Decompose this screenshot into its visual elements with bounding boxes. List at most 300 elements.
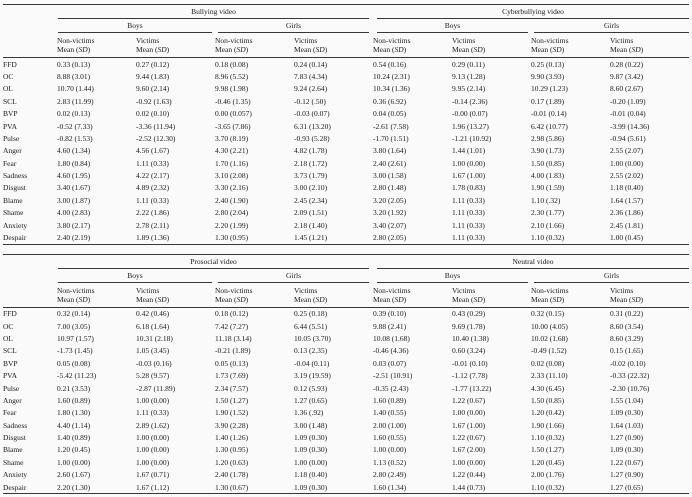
value-cell: -1.70 (1.51) [373, 133, 409, 143]
mean-label: Mean [452, 294, 470, 304]
value-cell: 2.80 (2.04) [215, 208, 249, 218]
value-cell: -0.12 (.50) [294, 96, 326, 106]
value-cell: 2.89 (1.62) [136, 420, 170, 430]
stub-cell [3, 33, 57, 58]
value-cell: 2.40 (2.61) [373, 158, 407, 168]
value-cell: -0.00 (0.07) [452, 109, 488, 119]
column-header [373, 33, 452, 58]
sd-label: SD [631, 294, 641, 304]
value-cell: 3.80 (1.64) [373, 146, 407, 156]
value-cell: -5.42 (11.23) [57, 371, 97, 381]
gender-group-title: Boys [377, 271, 528, 283]
row-label: SCL [3, 346, 17, 356]
value-cell: 10.02 (1.68) [531, 334, 568, 344]
column-header [452, 33, 531, 58]
column-header-row [3, 283, 689, 308]
table-row [3, 70, 689, 82]
video-group-title: Cyberbullying video [377, 7, 689, 19]
victim-status-label: Victims [294, 285, 318, 295]
value-cell: 9.13 (1.28) [452, 72, 486, 82]
value-cell: 6.44 (5.51) [294, 321, 328, 331]
table-row [3, 58, 689, 71]
table-row [3, 231, 689, 244]
value-cell: 0.25 (0.18) [294, 309, 328, 319]
value-cell: 4.00 (2.83) [57, 208, 91, 218]
value-cell: 0.33 (0.13) [57, 59, 91, 69]
value-cell: -0.49 (1.52) [531, 346, 567, 356]
video-group-title: Prosocial video [58, 257, 369, 269]
table-row [3, 382, 689, 394]
value-cell: 6.18 (1.64) [136, 321, 170, 331]
table-row [3, 370, 689, 382]
value-cell: 4.40 (1.14) [57, 420, 91, 430]
table-row [3, 207, 689, 219]
stub-cell [3, 19, 57, 33]
value-cell: 1.40 (0.55) [373, 408, 407, 418]
mean-sd-label: Mean (SD) [57, 45, 91, 54]
value-cell: 8.96 (5.52) [215, 72, 249, 82]
value-cell: 1.00 (0.00) [136, 445, 170, 455]
value-cell: 0.18 (0.12) [215, 309, 249, 319]
value-cell: 1.11 (0.33) [452, 232, 485, 242]
sd-label: SD [315, 294, 325, 304]
gender-group-header [215, 19, 373, 33]
value-cell: -2.51 (10.91) [373, 371, 413, 381]
video-group-header [57, 254, 373, 269]
table-row [3, 182, 689, 194]
value-cell: -0.03 (0.16) [136, 358, 172, 368]
value-cell: 2.55 (2.02) [610, 171, 644, 181]
sd-label: SD [78, 45, 88, 54]
value-cell: 7.42 (7.27) [215, 321, 249, 331]
value-cell: 1.40 (0.89) [57, 433, 91, 443]
mean-sd-label: Mean (SD) [610, 45, 644, 54]
value-cell: 1.27 (0.90) [610, 433, 644, 443]
column-header [294, 283, 373, 308]
victim-status-label: Victims [610, 36, 634, 45]
victim-status-label: Non-victims [215, 36, 253, 45]
sd-label: SD [236, 294, 246, 304]
mean-label: Mean [294, 294, 312, 304]
row-label: SCL [3, 96, 17, 106]
value-cell: -0.93 (5.28) [294, 133, 330, 143]
value-cell: 1.09 (0.30) [610, 408, 644, 418]
value-cell: -2.87 (11.89) [136, 383, 176, 393]
value-cell: 2.55 (2.07) [610, 146, 644, 156]
value-cell: 9.87 (3.42) [610, 72, 644, 82]
value-cell: 8.60 (3.29) [610, 334, 644, 344]
victim-status-label: Victims [136, 285, 160, 295]
column-header [136, 33, 215, 58]
mean-sd-label: Mean (SD) [452, 45, 486, 54]
value-cell: 10.29 (1.23) [531, 84, 568, 94]
value-cell: 9.44 (1.83) [136, 72, 170, 82]
table-row [3, 431, 689, 443]
value-cell: 4.82 (1.78) [294, 146, 328, 156]
table-row [3, 444, 689, 456]
value-cell: 0.15 (1.65) [610, 346, 644, 356]
mean-sd-label: Mean (SD) [294, 294, 328, 304]
value-cell: 0.36 (6.92) [373, 96, 407, 106]
value-cell: 1.11 (0.33) [136, 195, 169, 205]
value-cell: 2.80 (2.49) [373, 470, 407, 480]
value-cell: 0.05 (0.13) [215, 358, 249, 368]
mean-label: Mean [215, 294, 233, 304]
value-cell: 0.39 (0.10) [373, 309, 407, 319]
value-cell: 1.09 (0.30) [294, 433, 328, 443]
value-cell: 3.80 (2.17) [57, 220, 91, 230]
value-cell: 1.50 (1.27) [215, 395, 249, 405]
value-cell: 0.03 (0.07) [373, 358, 407, 368]
value-cell: 1.00 (0.00) [136, 433, 170, 443]
video-group-title: Neutral video [377, 257, 689, 269]
value-cell: 1.00 (0.00) [136, 395, 170, 405]
value-cell: 0.60 (3.24) [452, 346, 486, 356]
table-row [3, 407, 689, 419]
value-cell: -0.03 (0.07) [294, 109, 330, 119]
value-cell: -1.21 (10.92) [452, 133, 492, 143]
mean-label: Mean [136, 294, 154, 304]
value-cell: 1.90 (1.59) [531, 183, 565, 193]
mean-label: Mean [610, 294, 628, 304]
table-row [3, 219, 689, 231]
value-cell: 0.29 (0.11) [452, 59, 485, 69]
gender-row [3, 19, 689, 33]
column-header [57, 283, 136, 308]
value-cell: 1.10 (.32) [531, 195, 561, 205]
value-cell: 1.09 (0.30) [610, 445, 644, 455]
value-cell: -2.52 (12.30) [136, 133, 176, 143]
value-cell: 2.98 (5.86) [531, 133, 565, 143]
mean-sd-label: Mean (SD) [531, 45, 565, 54]
value-cell: 10.08 (1.68) [373, 334, 410, 344]
value-cell: 1.64 (1.57) [610, 195, 644, 205]
value-cell: -0.35 (2.43) [373, 383, 409, 393]
value-cell: 0.02 (0.10) [136, 109, 170, 119]
value-cell: -0.82 (1.53) [57, 133, 93, 143]
column-header [452, 283, 531, 308]
value-cell: 1.18 (0.40) [294, 470, 328, 480]
value-cell: 8.88 (3.01) [57, 72, 91, 82]
value-cell: 1.45 (1.21) [294, 232, 328, 242]
value-cell: 10.97 (1.57) [57, 334, 94, 344]
value-cell: 1.09 (0.30) [294, 445, 328, 455]
value-cell: -3.99 (14.36) [610, 121, 650, 131]
victim-status-label: Non-victims [215, 285, 253, 295]
value-cell: 1.80 (0.84) [57, 158, 91, 168]
value-cell: 1.67 (1.00) [452, 420, 486, 430]
value-cell: 5.28 (9.57) [136, 371, 170, 381]
value-cell: 1.64 (1.03) [610, 420, 644, 430]
table-row [3, 332, 689, 344]
descriptives-table-prosocial-neutral [3, 254, 689, 495]
value-cell: 3.00 (1.48) [294, 420, 328, 430]
value-cell: 1.78 (0.83) [452, 183, 486, 193]
row-label: BVP [3, 109, 18, 119]
row-label: Pulse [3, 133, 20, 143]
value-cell: 1.50 (0.85) [531, 158, 565, 168]
table-row [3, 469, 689, 481]
value-cell: 1.09 (0.30) [294, 482, 328, 492]
value-cell: -2.61 (7.58) [373, 121, 409, 131]
table-row [3, 83, 689, 95]
value-cell: 1.27 (0.65) [610, 482, 644, 492]
value-cell: -0.01 (0.10) [452, 358, 488, 368]
value-cell: 1.00 (0.00) [136, 457, 170, 467]
column-header [610, 33, 689, 58]
value-cell: 3.00 (1.58) [373, 171, 407, 181]
table-row [3, 320, 689, 332]
value-cell: 0.02 (0.13) [57, 109, 91, 119]
value-cell: -0.01 (0.04) [610, 109, 646, 119]
value-cell: 1.11 (0.33) [136, 158, 169, 168]
table-row [3, 419, 689, 431]
value-cell: 10.34 (1.36) [373, 84, 410, 94]
value-cell: 4.22 (2.17) [136, 171, 170, 181]
column-header [373, 283, 452, 308]
value-cell: 1.60 (1.34) [373, 482, 407, 492]
value-cell: 9.95 (2.14) [452, 84, 486, 94]
value-cell: 1.00 (0.45) [610, 232, 644, 242]
table-row [3, 95, 689, 107]
value-cell: 2.40 (2.19) [57, 232, 91, 242]
victim-status-label: Non-victims [531, 36, 569, 45]
row-label: Pulse [3, 383, 20, 393]
value-cell: 3.00 (1.87) [57, 195, 91, 205]
row-label: Shame [3, 208, 24, 218]
value-cell: 11.18 (3.14) [215, 334, 252, 344]
row-label: OL [3, 84, 13, 94]
value-cell: 0.25 (0.13) [531, 59, 565, 69]
value-cell: 1.30 (0.67) [215, 482, 249, 492]
table-row [3, 357, 689, 369]
value-cell: 0.13 (2.35) [294, 346, 328, 356]
value-cell: 0.00 (0.057) [215, 109, 252, 119]
value-cell: 3.30 (2.16) [215, 183, 249, 193]
value-cell: 2.00 (1.00) [373, 420, 407, 430]
value-cell: 1.60 (0.89) [373, 395, 407, 405]
value-cell: 1.20 (0.45) [57, 445, 91, 455]
column-header-row [3, 33, 689, 58]
value-cell: 1.67 (1.00) [452, 171, 486, 181]
row-label: PVA [3, 121, 18, 131]
row-label: Sadness [3, 171, 28, 181]
value-cell: 2.80 (1.48) [373, 183, 407, 193]
value-cell: 0.21 (3.53) [57, 383, 91, 393]
gender-group-header [373, 19, 531, 33]
value-cell: -0.52 (7.33) [57, 121, 93, 131]
value-cell: 7.83 (4.34) [294, 72, 328, 82]
value-cell: -3.65 (7.86) [215, 121, 251, 131]
column-header [215, 283, 294, 308]
value-cell: 1.90 (1.52) [215, 408, 249, 418]
value-cell: 8.60 (2.67) [610, 84, 644, 94]
mean-sd-label: Mean (SD) [373, 294, 407, 304]
value-cell: 1.11 (0.33) [452, 195, 485, 205]
value-cell: 4.89 (2.32) [136, 183, 170, 193]
table-row [3, 108, 689, 120]
value-cell: 0.05 (0.08) [57, 358, 91, 368]
value-cell: 9.69 (1.78) [452, 321, 486, 331]
gender-group-header [531, 19, 689, 33]
value-cell: 1.67 (2.00) [452, 445, 486, 455]
video-title-row [3, 254, 689, 269]
row-label: Shame [3, 457, 24, 467]
value-cell: 2.18 (1.72) [294, 158, 328, 168]
value-cell: 2.22 (1.86) [136, 208, 170, 218]
value-cell: 2.40 (1.78) [215, 470, 249, 480]
table-row [3, 169, 689, 181]
mean-label: Mean [294, 45, 312, 54]
table-row [3, 394, 689, 406]
row-label: Sadness [3, 420, 28, 430]
value-cell: -1.77 (13.22) [452, 383, 492, 393]
value-cell: 1.22 (0.67) [610, 457, 644, 467]
value-cell: 1.22 (0.67) [452, 433, 486, 443]
value-cell: 0.28 (0.22) [610, 59, 644, 69]
mean-label: Mean [373, 294, 391, 304]
value-cell: 3.73 (1.79) [294, 171, 328, 181]
mean-sd-label: Mean (SD) [531, 294, 565, 304]
mean-label: Mean [531, 45, 549, 54]
value-cell: 1.22 (0.44) [452, 470, 486, 480]
value-cell: 2.78 (2.11) [136, 220, 169, 230]
value-cell: 1.96 (13.27) [452, 121, 489, 131]
value-cell: 1.20 (0.42) [531, 408, 565, 418]
value-cell: 1.11 (0.33) [452, 208, 485, 218]
value-cell: 0.42 (0.46) [136, 309, 170, 319]
gender-group-header [215, 269, 373, 283]
gender-group-header [57, 269, 215, 283]
value-cell: 7.00 (3.05) [57, 321, 91, 331]
value-cell: 6.42 (10.77) [531, 121, 568, 131]
value-cell: 10.05 (3.70) [294, 334, 331, 344]
value-cell: 10.31 (2.18) [136, 334, 173, 344]
sd-label: SD [236, 45, 246, 54]
value-cell: 1.00 (0.00) [373, 445, 407, 455]
row-label: OL [3, 334, 13, 344]
value-cell: 3.90 (1.73) [531, 146, 565, 156]
value-cell: 10.00 (4.05) [531, 321, 568, 331]
sd-label: SD [394, 45, 404, 54]
value-cell: 0.43 (0.29) [452, 309, 486, 319]
value-cell: 1.27 (0.65) [294, 395, 328, 405]
value-cell: 1.27 (0.90) [610, 470, 644, 480]
value-cell: 2.20 (1.30) [57, 482, 91, 492]
mean-label: Mean [136, 45, 154, 54]
value-cell: 1.10 (0.32) [531, 433, 565, 443]
video-group-header [373, 5, 689, 20]
value-cell: 1.80 (1.30) [57, 408, 91, 418]
mean-sd-label: Mean (SD) [215, 294, 249, 304]
mean-sd-label: Mean (SD) [136, 294, 170, 304]
value-cell: 1.55 (1.04) [610, 395, 644, 405]
table-row [3, 120, 689, 132]
value-cell: 1.60 (0.55) [373, 433, 407, 443]
value-cell: 1.11 (0.33) [452, 220, 485, 230]
video-group-header [373, 254, 689, 269]
value-cell: 2.60 (1.67) [57, 470, 91, 480]
table-row [3, 194, 689, 206]
victim-status-label: Non-victims [373, 36, 411, 45]
value-cell: -0.21 (1.89) [215, 346, 251, 356]
column-header [57, 33, 136, 58]
column-header [531, 33, 610, 58]
mean-sd-label: Mean (SD) [215, 45, 249, 54]
mean-label: Mean [531, 294, 549, 304]
row-label: FFD [3, 309, 17, 319]
value-cell: -0.92 (1.63) [136, 96, 172, 106]
victim-status-label: Victims [452, 285, 476, 295]
value-cell: 1.67 (0.71) [136, 470, 170, 480]
gender-group-header [373, 269, 531, 283]
value-cell: 1.13 (0.52) [373, 457, 407, 467]
gender-group-title: Boys [58, 21, 212, 33]
victim-status-label: Non-victims [57, 36, 95, 45]
value-cell: 1.44 (1.01) [452, 146, 486, 156]
gender-group-title: Girls [218, 271, 369, 283]
sd-label: SD [394, 294, 404, 304]
value-cell: 3.19 (19.59) [294, 371, 331, 381]
value-cell: 9.88 (2.41) [373, 321, 407, 331]
descriptives-table-bullying-cyberbullying [3, 4, 689, 245]
value-cell: 1.05 (3.45) [136, 346, 170, 356]
value-cell: 2.36 (1.86) [610, 208, 644, 218]
sd-label: SD [157, 294, 167, 304]
value-cell: -0.14 (2.36) [452, 96, 488, 106]
value-cell: 1.40 (1.26) [215, 433, 249, 443]
value-cell: 4.60 (1.34) [57, 146, 91, 156]
mean-sd-label: Mean (SD) [136, 45, 170, 54]
value-cell: 6.31 (13.20) [294, 121, 331, 131]
value-cell: 3.00 (2.10) [294, 183, 328, 193]
row-label: Fear [3, 408, 17, 418]
value-cell: 1.90 (1.66) [531, 420, 565, 430]
row-label: Disgust [3, 433, 26, 443]
value-cell: 2.33 (11.10) [531, 371, 568, 381]
row-label: Despair [3, 482, 27, 492]
value-cell: -0.46 (4.36) [373, 346, 409, 356]
value-cell: 1.30 (0.95) [215, 445, 249, 455]
value-cell: 9.24 (2.64) [294, 84, 328, 94]
value-cell: 3.20 (2.05) [373, 195, 407, 205]
mean-sd-label: Mean (SD) [373, 45, 407, 54]
sd-label: SD [552, 45, 562, 54]
value-cell: -0.20 (1.09) [610, 96, 646, 106]
gender-group-title: Girls [534, 21, 689, 33]
value-cell: 1.70 (1.16) [215, 158, 249, 168]
value-cell: 2.09 (1.51) [294, 208, 328, 218]
value-cell: 1.20 (0.45) [531, 457, 565, 467]
video-group-header [57, 5, 373, 20]
value-cell: 1.00 (0.00) [294, 457, 328, 467]
value-cell: 2.20 (1.99) [215, 220, 249, 230]
value-cell: 0.04 (0.05) [373, 109, 407, 119]
victim-status-label: Non-victims [57, 285, 95, 295]
value-cell: -0.94 (5.61) [610, 133, 646, 143]
value-cell: -2.30 (10.76) [610, 383, 650, 393]
value-cell: 1.44 (0.73) [452, 482, 486, 492]
row-label: Blame [3, 445, 23, 455]
value-cell: 3.90 (2.28) [215, 420, 249, 430]
value-cell: -0.46 (1.35) [215, 96, 251, 106]
value-cell: 3.20 (1.92) [373, 208, 407, 218]
value-cell: 1.50 (0.85) [531, 395, 565, 405]
value-cell: -0.02 (0.10) [610, 358, 646, 368]
value-cell: 1.11 (0.33) [136, 408, 169, 418]
victim-status-label: Non-victims [373, 285, 411, 295]
mean-sd-label: Mean (SD) [294, 45, 328, 54]
